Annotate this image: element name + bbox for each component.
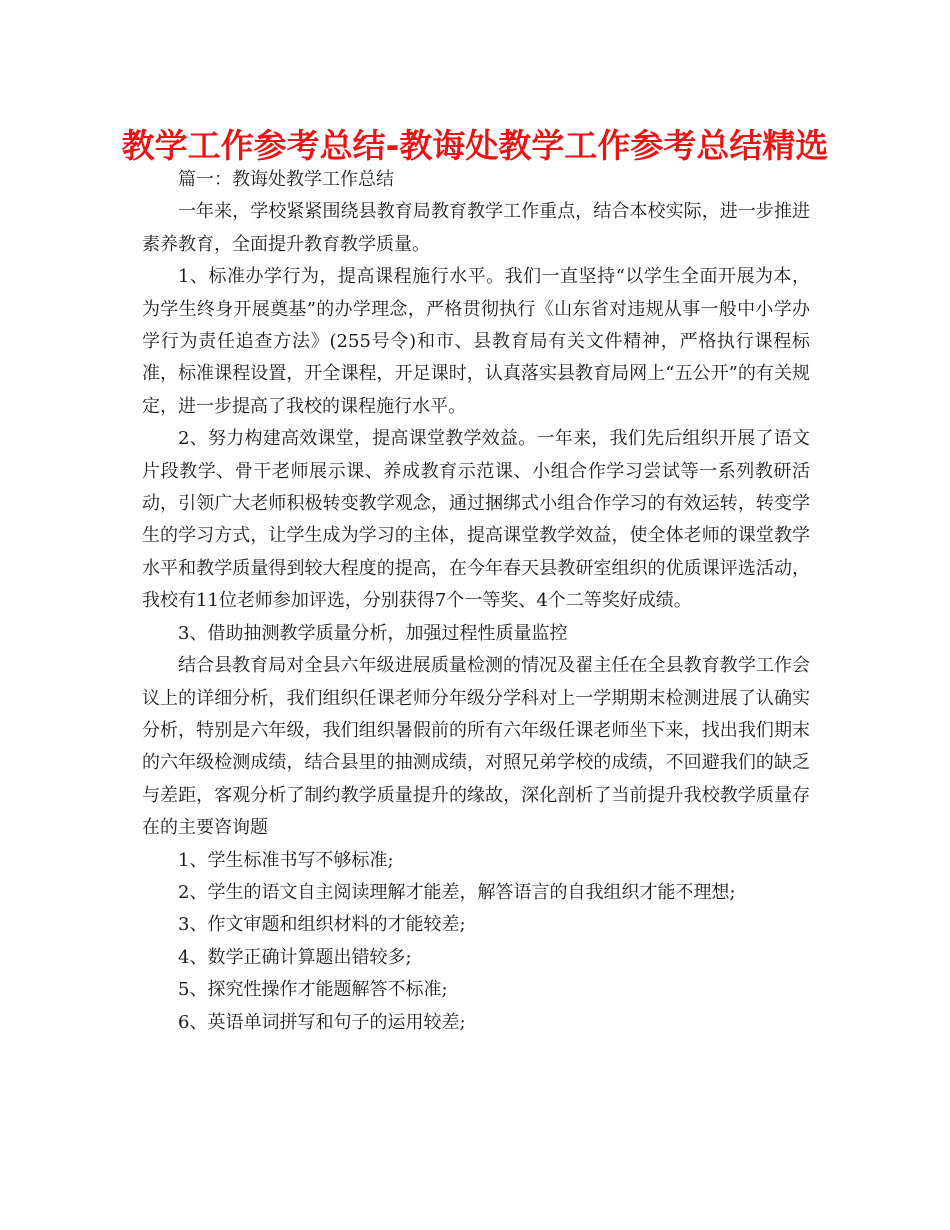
issue-list-item: 3、作文审题和组织材料的才能较差;	[178, 914, 466, 936]
issue-list-item: 5、探究性操作才能题解答不标准;	[178, 979, 448, 1001]
paragraph-item-2: 2、努力构建高效课堂，提高课堂教学效益。一年来，我们先后组织开展了语文片段教学、骨干老师展示课、养成教育示范课、小组合作学习尝试等一系列教研活动，引领广大老师积极转变教学观念，通过捆绑式小组合作学习的有效运转，转变学生的学习方式，让学生成为学习的主体，提高课堂教学效益，使全体老师的课堂教学水平和教学质量得到较大程度的提高，在今年春天县教研室组织的优质课评选活动，我校有11位老师参加评选，分别获得7个一等奖、4个二等奖好成绩。	[142, 428, 810, 612]
paragraph-analysis: 结合县教育局对全县六年级进展质量检测的情况及翟主任在全县教育教学工作会议上的详细分析，我们组织任课老师分年级分学科对上一学期期末检测进展了认确实分析，特别是六年级，我们组织暑假前的所有六年级任课老师坐下来，找出我们期末的六年级检测成绩，结合县里的抽测成绩，对照兄弟学校的成绩，不回避我们的缺乏与差距，客观分析了制约教学质量提升的缘故，深化剖析了当前提升我校教学质量存在的主要咨询题	[142, 655, 810, 839]
issue-list-item: 4、数学正确计算题出错较多;	[178, 946, 412, 968]
paragraph-item-1: 1、标准办学行为，提高课程施行水平。我们一直坚持“以学生全面开展为本，为学生终身开展奠基”的办学理念，严格贯彻执行《山东省对违规从事一般中小学办学行为责任追查方法》(255号令)和市、县教育局有关文件精神，严格执行课程标准，标准课程设置，开全课程，开足课时，认真落实县教育局网上“五公开”的有关规定，进一步提高了我校的课程施行水平。	[142, 266, 810, 417]
paragraph-intro: 一年来，学校紧紧围绕县教育局教育教学工作重点，结合本校实际，进一步推进素养教育，全面提升教育教学质量。	[142, 201, 810, 255]
document-body	[142, 164, 810, 1039]
document-title: 教学工作参考总结-教诲处教学工作参考总结精选	[121, 126, 829, 165]
issue-list-item: 2、学生的语文自主阅读理解才能差，解答语言的自我组织才能不理想;	[178, 881, 736, 903]
section-heading: 篇一：教诲处教学工作总结	[178, 169, 394, 190]
issue-list-item: 1、学生标准书写不够标准;	[178, 849, 394, 871]
issue-list-item: 6、英语单词拼写和句子的运用较差;	[178, 1011, 466, 1033]
paragraph-item-3-heading: 3、借助抽测教学质量分析，加强过程性质量监控	[178, 622, 568, 644]
